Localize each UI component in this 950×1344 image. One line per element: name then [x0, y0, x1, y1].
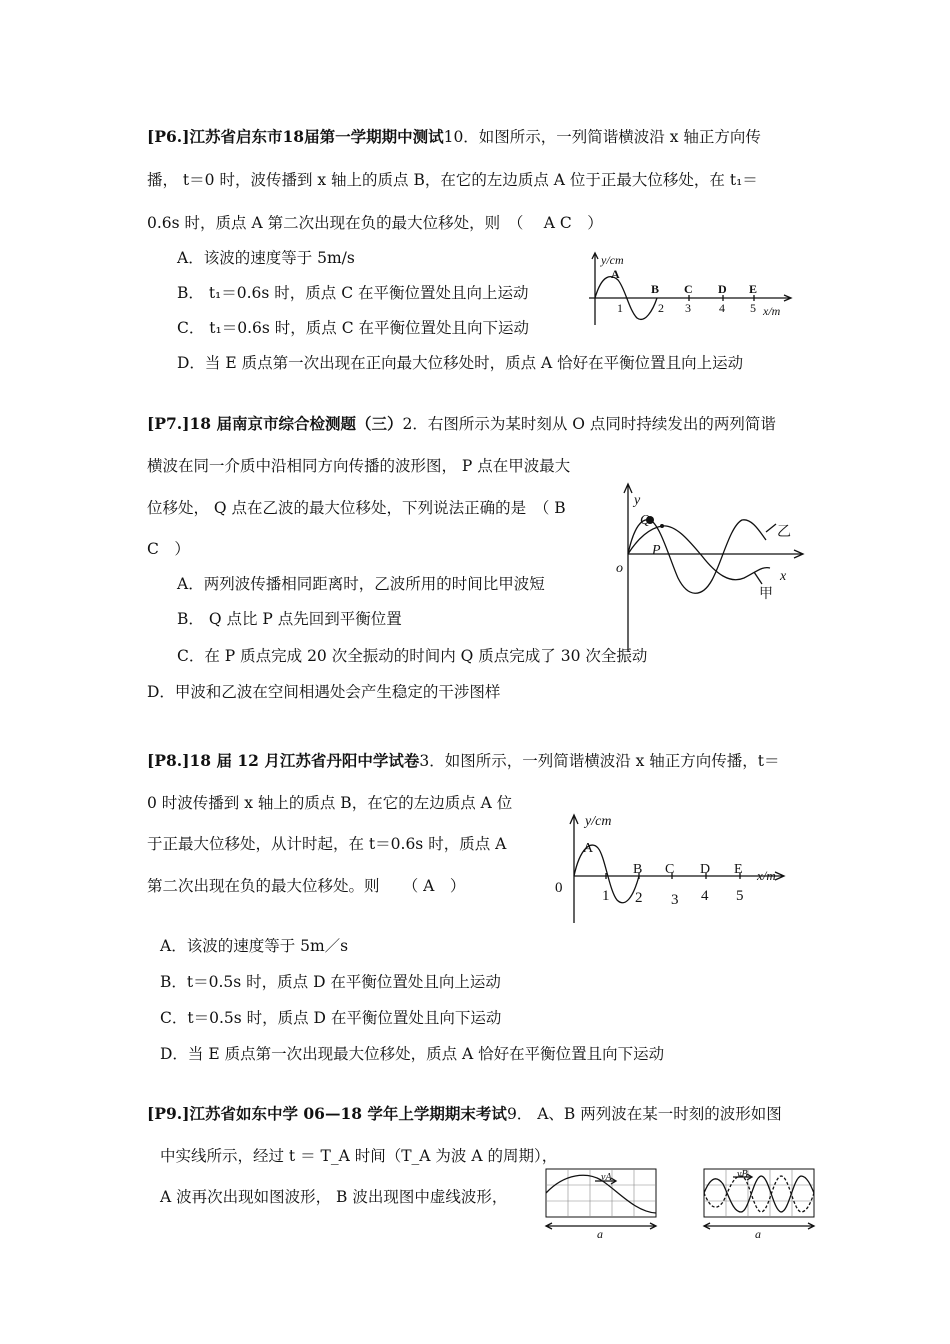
p7-question-line-2: 横波在同一介质中沿相同方向传播的波形图， P 点在甲波最大 — [147, 457, 571, 475]
p6-y-label: y/cm — [601, 253, 624, 267]
p9-b-velocity-label: vB — [737, 1169, 748, 1180]
p8-x-label: x/m — [757, 868, 776, 883]
p6-x-label: x/m — [763, 304, 781, 318]
p8-point-a: A — [583, 841, 594, 856]
p6-option-c: C． t₁＝0.6s 时，质点 C 在平衡位置处且向下运动 — [177, 319, 529, 337]
p7-wave-figure — [610, 480, 810, 655]
p7-p-label: P — [652, 543, 661, 558]
p6-tick-label-5: 5 — [750, 301, 756, 315]
p7-y-label: y — [634, 493, 641, 508]
p9-a-length-label: a — [597, 1227, 603, 1241]
p6-question-line-1 — [147, 127, 761, 147]
p6-option-a: A．该波的速度等于 5m/s — [177, 249, 355, 267]
p9-source-tag: [P9.]江苏省如东中学 06—18 学年上学期期末考试 — [147, 1104, 507, 1123]
p8-point-e: E — [734, 862, 743, 877]
p8-point-c: C — [665, 862, 675, 877]
p8-question-line-2: 0 时波传播到 x 轴上的质点 B，在它的左边质点 A 位 — [147, 794, 513, 812]
p6-wave-figure — [585, 250, 800, 330]
p7-x-label: x — [780, 569, 787, 584]
p7-question-line-4: C ） — [147, 540, 190, 558]
p6-point-d: D — [718, 282, 727, 296]
p8-option-c: C．t＝0.5s 时，质点 D 在平衡位置处且向下运动 — [160, 1009, 502, 1027]
p6-source-tag: [P6.]江苏省启东市18届第一学期期中测试 — [147, 127, 444, 146]
p8-option-d: D．当 E 质点第一次出现最大位移处，质点 A 恰好在平衡位置且向下运动 — [160, 1045, 665, 1063]
p7-option-b: B． Q 点比 P 点先回到平衡位置 — [177, 610, 402, 628]
p8-source-tag: [P8.]18 届 12 月江苏省丹阳中学试卷 — [147, 751, 420, 770]
p8-option-b: B．t＝0.5s 时，质点 D 在平衡位置处且向上运动 — [160, 973, 501, 991]
p8-point-b: B — [633, 862, 643, 877]
p7-origin-label: o — [616, 561, 623, 576]
p7-option-d: D．甲波和乙波在空间相遇处会产生稳定的干涉图样 — [147, 683, 501, 701]
p6-tick-label-3: 3 — [685, 301, 691, 315]
p6-option-b: B． t₁＝0.6s 时，质点 C 在平衡位置处且向上运动 — [177, 284, 529, 302]
p7-option-a: A．两列波传播相同距离时，乙波所用的时间比甲波短 — [177, 575, 545, 593]
p8-option-a: A．该波的速度等于 5m／s — [160, 937, 349, 955]
p6-option-d: D．当 E 质点第一次出现在正向最大位移处时，质点 A 恰好在平衡位置且向上运动 — [177, 354, 744, 372]
p6-point-b: B — [651, 282, 660, 296]
p7-source-tag: [P7.]18 届南京市综合检测题（三） — [147, 414, 403, 433]
p6-point-c: C — [684, 282, 693, 296]
p8-wave-figure — [553, 808, 793, 928]
p9-question-line-3: A 波再次出现如图波形， B 波出现图中虚线波形， — [160, 1188, 508, 1206]
p7-question-line-3: 位移处， Q 点在乙波的最大位移处，下列说法正确的是 （ B — [147, 499, 566, 517]
p8-y-label: y/cm — [585, 814, 612, 829]
p7-wave-jia-curve — [628, 526, 770, 580]
p9-figure-b — [703, 1168, 818, 1240]
p7-question-line-1 — [147, 414, 776, 434]
p8-question-line-3: 于正最大位移处，从计时起，在 t＝0.6s 时，质点 A — [147, 835, 507, 853]
p7-wave-jia-label: 甲 — [759, 587, 773, 602]
p8-tick-label-5: 5 — [736, 888, 744, 904]
p9-a-velocity-label: vA — [601, 1172, 612, 1183]
p9-b-length-label: a — [755, 1227, 761, 1241]
p7-q-label: Q — [640, 513, 651, 528]
p8-tick-label-4: 4 — [701, 888, 709, 904]
p8-point-d: D — [700, 862, 711, 877]
p9-question-line-2: 中实线所示，经过 t ＝ T_A 时间（T_A 为波 A 的周期）， — [160, 1147, 558, 1165]
p7-jia-leader — [754, 572, 762, 584]
p9-figure-a — [545, 1168, 660, 1240]
p8-tick-label-3: 3 — [671, 892, 679, 908]
p8-origin-label: 0 — [555, 880, 563, 896]
p7-option-c: C．在 P 质点完成 20 次全振动的时间内 Q 质点完成了 30 次全振动 — [177, 647, 648, 665]
p8-line-1-text: 3．如图所示，一列简谐横波沿 x 轴正方向传播，t＝ — [419, 752, 780, 770]
p7-point-p-marker — [660, 524, 664, 528]
p8-question-line-1 — [147, 751, 780, 771]
p6-tick-label-4: 4 — [719, 301, 725, 315]
p7-line-1-text: 2．右图所示为某时刻从 O 点同时持续发出的两列简谐 — [402, 415, 776, 433]
p6-question-line-3: 0.6s 时，质点 A 第二次出现在负的最大位移处，则 （ A C ） — [147, 214, 603, 232]
p7-yi-leader — [766, 524, 776, 532]
p9-b-wave-solid — [704, 1176, 814, 1212]
p6-tick-label-1: 1 — [617, 301, 623, 315]
p9-line-1-text: 9． A、B 两列波在某一时刻的波形如图 — [506, 1105, 782, 1123]
p8-question-line-4: 第二次出现在负的最大位移处。则 （ A ） — [147, 877, 466, 895]
p7-wave-yi-label: 乙 — [777, 525, 791, 540]
p8-tick-label-2: 2 — [635, 890, 643, 906]
p6-tick-label-2: 2 — [658, 301, 664, 315]
p9-b-frame — [704, 1169, 814, 1217]
p6-question-line-2: 播， t＝0 时，波传播到 x 轴上的质点 B，在它的左边质点 A 位于正最大位移处，在 t₁＝ — [147, 171, 758, 189]
p9-question-line-1 — [147, 1104, 782, 1124]
p6-point-a: A — [611, 267, 620, 281]
p8-tick-label-1: 1 — [602, 888, 610, 904]
p6-line-1-text: 10．如图所示，一列简谐横波沿 x 轴正方向传 — [443, 128, 761, 146]
p6-point-e: E — [749, 282, 758, 296]
